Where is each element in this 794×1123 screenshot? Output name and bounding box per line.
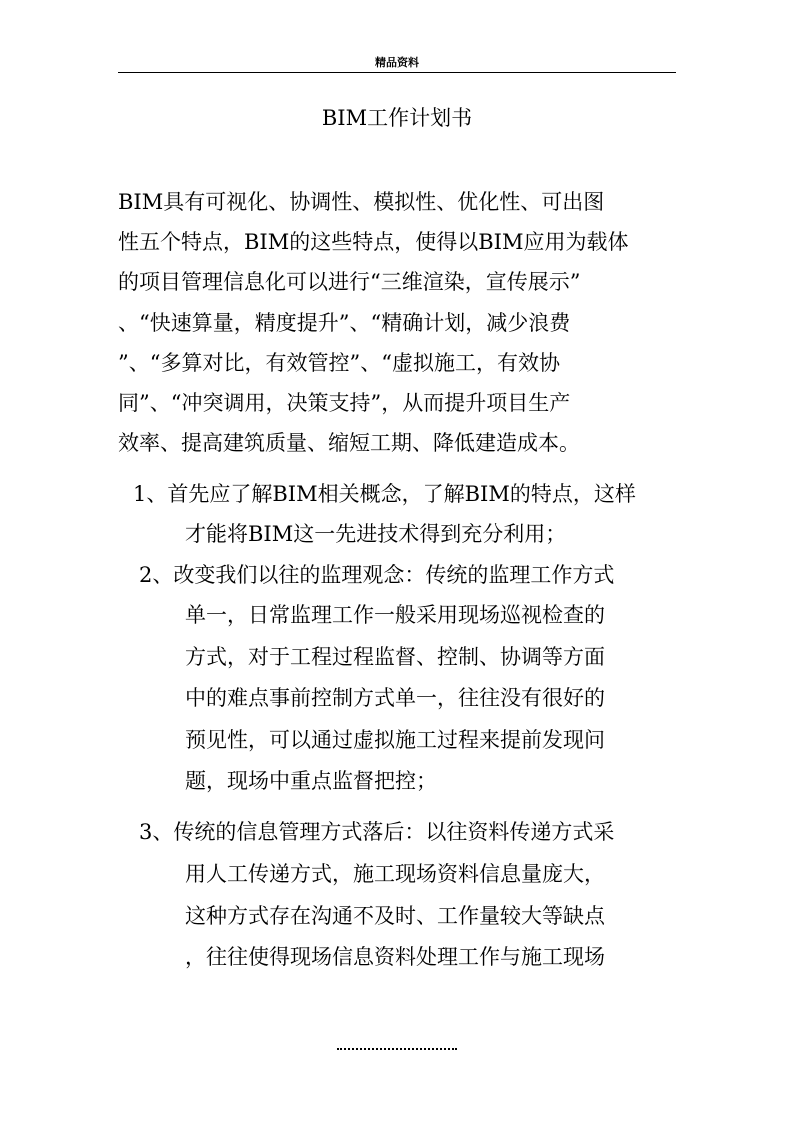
body-line: 效率、提高建筑质量、缩短工期、降低建造成本。 bbox=[118, 431, 580, 455]
list-item-2-line: 单一，日常监理工作一般采用现场巡视检查的 bbox=[185, 603, 605, 627]
list-item-2-line: 中的难点事前控制方式单一，往往没有很好的 bbox=[185, 686, 605, 710]
list-item-2-line: 题，现场中重点监督把控； bbox=[185, 769, 437, 793]
list-item-2-line: 方式，对于工程过程监督、控制、协调等方面 bbox=[185, 645, 605, 669]
document-title: BIM工作计划书 bbox=[321, 106, 473, 130]
list-item-3-line: 用人工传递方式，施工现场资料信息量庞大， bbox=[185, 862, 605, 886]
list-item-3-line: 这种方式存在沟通不及时、工作量较大等缺点 bbox=[185, 904, 605, 928]
list-item-2-line: 预见性，可以通过虚拟施工过程来提前发现问 bbox=[185, 728, 605, 752]
body-line: 同”、“冲突调用，决策支持”，从而提升项目生产 bbox=[118, 391, 571, 415]
body-line: 性五个特点，BIM的这些特点，使得以BIM应用为载体 bbox=[118, 230, 629, 254]
list-item-1-line: 才能将BIM这一先进技术得到充分利用； bbox=[185, 522, 567, 546]
header-label: 精品资料 bbox=[375, 56, 419, 69]
footer-dotted-rule bbox=[337, 1048, 457, 1050]
body-line: 、“快速算量，精度提升”、“精确计划，减少浪费 bbox=[118, 311, 571, 335]
body-line: 的项目管理信息化可以进行“三维渲染，宣传展示” bbox=[118, 270, 581, 294]
list-item-1-line: 1、首先应了解BIM相关概念，了解BIM的特点，这样 bbox=[133, 482, 636, 506]
body-line: BIM具有可视化、协调性、模拟性、优化性、可出图 bbox=[118, 190, 605, 214]
body-line: ”、“多算对比，有效管控”、“虚拟施工，有效协 bbox=[118, 351, 560, 375]
list-item-3-line: 3、传统的信息管理方式落后：以往资料传递方式采 bbox=[139, 820, 615, 844]
list-item-2-line: 2、改变我们以往的监理观念：传统的监理工作方式 bbox=[139, 563, 615, 587]
header-rule bbox=[118, 72, 676, 73]
list-item-3-line: ，往往使得现场信息资料处理工作与施工现场 bbox=[185, 945, 605, 969]
